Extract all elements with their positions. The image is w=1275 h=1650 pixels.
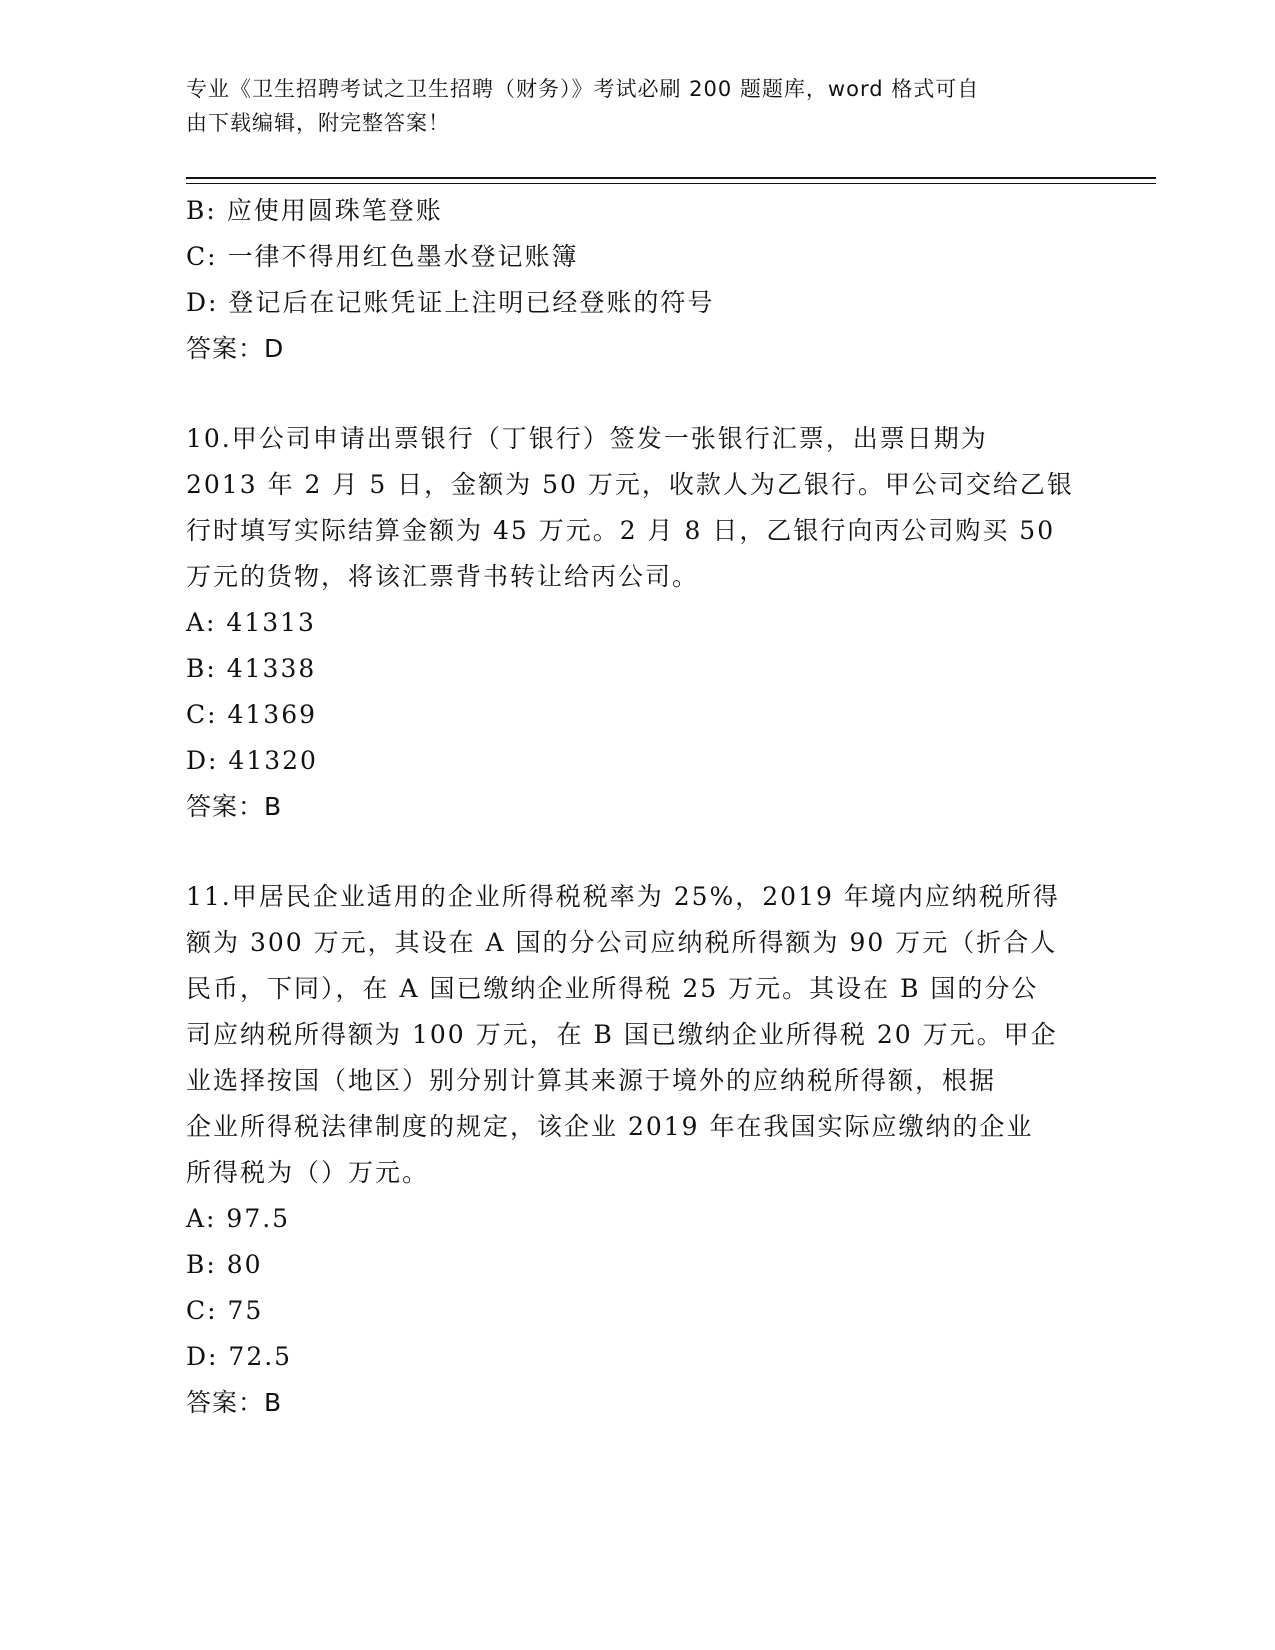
question-11-line: 企业所得税法律制度的规定，该企业 2019 年在我国实际应缴纳的企业 <box>186 1112 1034 1141</box>
document-header <box>186 72 1066 140</box>
question-10-line: 行时填写实际结算金额为 45 万元。2 月 8 日，乙银行向丙公司购买 50 <box>186 516 1056 545</box>
option-c: C: 一律不得用红色墨水登记账簿 <box>186 242 579 271</box>
question-11-line: 民币，下同），在 A 国已缴纳企业所得税 25 万元。其设在 B 国的分公 <box>186 974 1039 1003</box>
question-11-answer: 答案：B <box>186 1388 283 1417</box>
question-10-text <box>186 416 1086 600</box>
option-c: C: 75 <box>186 1296 264 1325</box>
option-a: A: 97.5 <box>186 1204 291 1233</box>
header-divider-thick <box>186 177 1156 179</box>
option-d: D: 登记后在记账凭证上注明已经登账的符号 <box>186 288 715 317</box>
header-line-2: 由下载编辑，附完整答案！ <box>186 111 450 135</box>
question-11-line: 11.甲居民企业适用的企业所得税税率为 25%，2019 年境内应纳税所得 <box>186 882 1060 911</box>
question-11-line: 司应纳税所得额为 100 万元，在 B 国已缴纳企业所得税 20 万元。甲企 <box>186 1020 1058 1049</box>
spacer <box>186 372 1086 416</box>
option-c: C: 41369 <box>186 700 318 729</box>
question-10-line: 万元的货物，将该汇票背书转让给丙公司。 <box>186 562 700 591</box>
question-11-line: 额为 300 万元，其设在 A 国的分公司应纳税所得额为 90 万元（折合人 <box>186 928 1058 957</box>
question-10-line: 10.甲公司申请出票银行（丁银行）签发一张银行汇票，出票日期为 <box>186 424 988 453</box>
option-d: D: 72.5 <box>186 1342 293 1371</box>
option-b: B: 41338 <box>186 654 317 683</box>
prev-question-answer: 答案：D <box>186 334 285 363</box>
question-10-options <box>186 600 1086 784</box>
question-11-options <box>186 1196 1086 1380</box>
question-11-line: 业选择按国（地区）别分别计算其来源于境外的应纳税所得额，根据 <box>186 1066 997 1095</box>
document-body <box>186 188 1086 1426</box>
question-11-line: 所得税为（）万元。 <box>186 1158 430 1187</box>
option-d: D: 41320 <box>186 746 318 775</box>
header-divider-thin <box>186 183 1156 184</box>
prev-question-options <box>186 188 1086 326</box>
question-10-line: 2013 年 2 月 5 日，金额为 50 万元，收款人为乙银行。甲公司交给乙银 <box>186 470 1074 499</box>
spacer <box>186 830 1086 874</box>
option-b: B: 应使用圆珠笔登账 <box>186 196 443 225</box>
option-b: B: 80 <box>186 1250 263 1279</box>
option-a: A: 41313 <box>186 608 316 637</box>
header-line-1: 专业《卫生招聘考试之卫生招聘（财务）》考试必刷 200 题题库，word 格式可自 <box>186 77 980 101</box>
question-11-text <box>186 874 1086 1196</box>
question-10-answer: 答案：B <box>186 792 283 821</box>
